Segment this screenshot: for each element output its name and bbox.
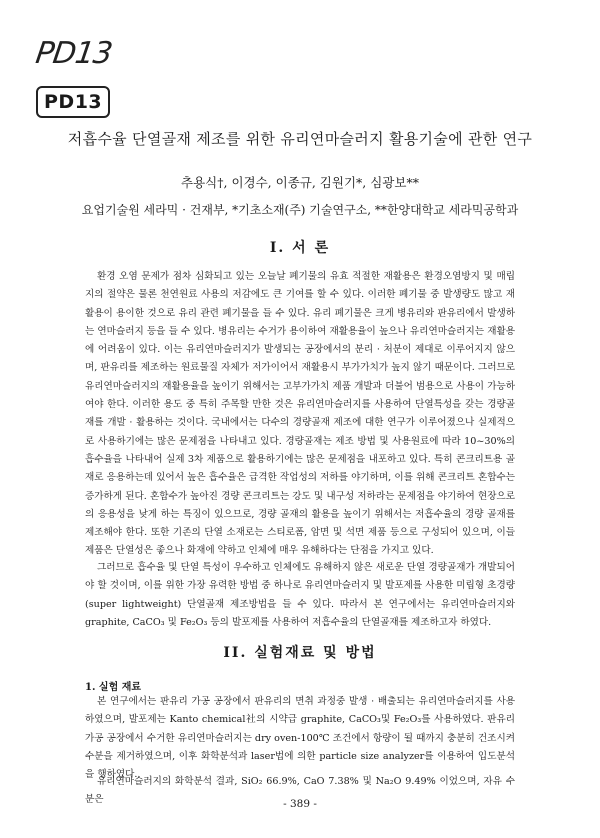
handwritten-note: PD13 — [33, 36, 114, 71]
section-heading-introduction: I. 서 론 — [269, 240, 331, 256]
intro-paragraph-1: 환경 오염 문제가 점차 심화되고 있는 오늘날 폐기물의 유효 적절한 재활용은 환경오염방지 및 매립지의 절약은 물론 천연원료 사용의 저감에도 큰 기여를 할 수 있다. 이러한 폐기물 중 발생량도 많고 재활용이 용이한 것으로 유리 관련 폐기물을 들 수 있다. 유리 폐기물은 크게 병유리와 판유리에서 발생하는 연마슬러지 등을 들 수 있다. 병유리는 수거가 용이하여 재활용율이 높으나 유리연마슬러지는 재활용에 어려움이 있다. 이는 유리연마슬러지가 발생되는 공장에서의 분리 · 처분이 제대로 이루어지지 않으며, 판유리를 제조하는 원료물질 자체가 저가이어서 재활용시 부가가치가 높지 않기 때문이다. 그러므로 유리연마슬러지의 재활용율을 높이기 위해서는 고부가가치 제품 개발과 더불어 범용으로 사용이 가능하여야 한다. 이러한 용도 중 특히 주목할 만한 것은 유리연마슬러지를 사용하여 단열특성을 갖는 경량골재를 개발 · 활용하는 것이다. 국내에서는 다수의 경량골재 제조에 대한 연구가 이루어졌으나 실제적으로 사용하기에는 많은 문제점을 나타내고 있다. 경량골재는 제조 방법 및 사용원료에 따라 10~30%의 흡수율을 나타내어 실제 3차 제품으로 활용하기에는 많은 문제점을 내포하고 있다. 특히 콘크리트용 골재로 응용하는데 있어서 높은 흡수율은 급격한 작업성의 저하를 야기하며, 이를 위해 콘크리트 혼합수는 증가하게 된다. 혼합수가 높아진 경량 콘크리트는 강도 및 내구성 저하라는 문제점을 야기하여 현장으로의 응용성을 낮게 하는 특징이 있으므로, 경량 골재의 활용을 높이기 위해서는 저흡수율의 경량 골재를 제조해야 한다. 또한 기존의 단열 소재로는 스티로폼, 암면 및 석면 제품 등으로 구성되어 있으며, 이들 제품은 단열성은 좋으나 화재에 약하고 인체에 매우 유해하다는 단점을 가지고 있다. — [85, 271, 515, 557]
intro-paragraph-2: 그러므로 흡수율 및 단열 특성이 우수하고 인체에도 유해하지 않은 새로운 단열 경량골재가 개발되어야 할 것이며, 이를 위한 가장 유력한 방법 중 하나로 유리연마슬러지 및 발포제를 사용한 미립형 초경량(super lightweight) 단열골재 제조방법을 들 수 있다. 따라서 본 연구에서는 유리연마슬러지와 graphite, CaCO₃ 및 Fe₂O₃ 등의 발포제를 사용하여 저흡수율의 단열골재를 제조하고자 하였다. — [85, 562, 515, 628]
author-list: 추용식†, 이경수, 이종규, 김원기*, 심광보** — [181, 175, 419, 190]
affiliations: 요업기술원 세라믹 · 건재부, *기초소재(주) 기술연구소, **한양대학교 세라믹공학과 — [81, 203, 519, 217]
section-heading-methods: II. 실험재료 및 방법 — [223, 645, 377, 661]
page-number: - 389 - — [283, 798, 317, 810]
paper-title: 저흡수율 단열골재 제조를 위한 유리연마슬러지 활용기술에 관한 연구 — [67, 130, 533, 148]
subsection-heading-materials: 1. 실험 재료 — [85, 682, 142, 693]
paper-code-box: PD13 — [36, 86, 110, 118]
methods-paragraph-1: 본 연구에서는 판유리 가공 공장에서 판유리의 면취 과정중 발생 · 배출되는 유리연마슬러지를 사용하였으며, 발포제는 Kanto chemical社의 시약급 graphite, CaCO₃및 Fe₂O₃를 사용하였다. 판유리 가공 공장에서 수거한 유리연마슬러지는 dry oven-100℃ 조건에서 항량이 될 때까지 충분히 건조시켜 수분을 제거하였으며, 이후 화학분석과 laser법에 의한 particle size analyzer를 이용하여 입도분석을 행하였다. — [85, 696, 515, 781]
methods-paragraph-2: 유리연마슬러지의 화학분석 결과, SiO₂ 66.9%, CaO 7.38% 및 Na₂O 9.49% 이었으며, 자유 수분은 — [85, 776, 515, 806]
